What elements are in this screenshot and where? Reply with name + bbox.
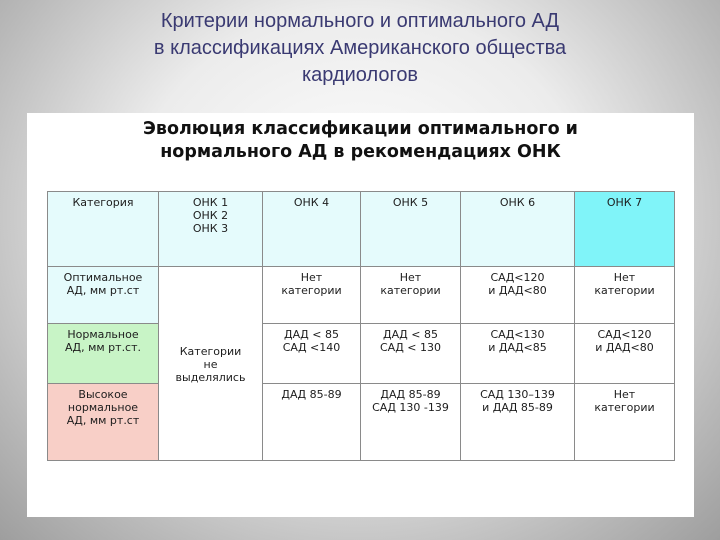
cell-text: Нормальное	[67, 327, 139, 341]
cell-optimal-onk6	[461, 266, 575, 323]
cell-text: категории	[594, 283, 655, 297]
cell-text: ДАД < 85	[284, 327, 339, 341]
header-category-label: Категория	[72, 196, 134, 209]
slide-title-line-3: кардиологов	[301, 64, 419, 86]
header-onk6-label: ОНК 6	[499, 196, 536, 209]
cell-text: Высокое	[78, 387, 128, 401]
header-onk1-label: ОНК 1	[192, 196, 229, 209]
table-row-normal	[48, 323, 675, 383]
cell-text: категории	[281, 283, 342, 297]
cell-text: Нет	[613, 270, 636, 284]
header-onk5-label: ОНК 5	[392, 196, 429, 209]
cell-normal-onk7	[575, 323, 675, 383]
cell-normal-onk4	[263, 323, 361, 383]
cell-text: и ДАД<80	[595, 340, 654, 354]
cell-text: ДАД < 85	[383, 327, 438, 341]
cell-text: САД<120	[597, 327, 652, 341]
table-row-high-normal	[48, 383, 675, 460]
cell-text: АД, мм рт.ст	[66, 283, 140, 297]
cell-text: САД 130–139	[480, 387, 555, 401]
cell-text: Нет	[399, 270, 422, 284]
cell-normal-onk5	[361, 323, 461, 383]
cell-text: САД 130 -139	[372, 400, 449, 414]
panel-heading-line-2: нормального АД в рекомендациях ОНК	[160, 142, 561, 162]
image-panel	[27, 113, 694, 517]
table-header-row	[48, 192, 675, 267]
cell-optimal-category	[48, 266, 159, 323]
cell-optimal-onk5	[361, 266, 461, 323]
cell-text: и ДАД 85-89	[482, 400, 553, 414]
cell-high-normal-category	[48, 383, 159, 460]
header-onk4	[263, 192, 361, 267]
cell-text: АД, мм рт.ст	[66, 413, 140, 427]
cell-text: Нет	[613, 387, 636, 401]
table-row-optimal	[48, 266, 675, 323]
cell-normal-category	[48, 323, 159, 383]
cell-text: категории	[380, 283, 441, 297]
cell-text: выделялись	[175, 370, 246, 384]
cell-merged-onk123	[159, 266, 263, 460]
header-onk4-label: ОНК 4	[293, 196, 330, 209]
cell-high-normal-onk4	[263, 383, 361, 460]
header-onk-1-2-3	[159, 192, 263, 267]
cell-text: категории	[594, 400, 655, 414]
header-category	[48, 192, 159, 267]
cell-high-normal-onk6	[461, 383, 575, 460]
header-onk7-label: ОНК 7	[606, 196, 643, 209]
cell-text: АД, мм рт.ст.	[64, 340, 142, 354]
cell-text: Нет	[300, 270, 323, 284]
header-onk3-label: ОНК 3	[192, 222, 229, 235]
cell-text: и ДАД<85	[488, 340, 547, 354]
slide-title	[40, 8, 680, 89]
classification-table	[47, 191, 675, 461]
slide-title-line-2: в классификациях Американского общества	[153, 37, 567, 59]
cell-text: не	[203, 357, 218, 371]
cell-text: ДАД 85-89	[380, 387, 441, 401]
cell-text: нормальное	[67, 400, 139, 414]
cell-normal-onk6	[461, 323, 575, 383]
cell-high-normal-onk7	[575, 383, 675, 460]
cell-text: Категории	[179, 344, 242, 358]
header-onk7	[575, 192, 675, 267]
header-onk2-label: ОНК 2	[192, 209, 229, 222]
cell-text: САД<130	[490, 327, 545, 341]
cell-text: САД<120	[490, 270, 545, 284]
cell-text: и ДАД<80	[488, 283, 547, 297]
cell-text: ДАД 85-89	[281, 387, 342, 401]
panel-heading	[27, 118, 694, 164]
panel-heading-line-1: Эволюция классификации оптимального и	[143, 119, 578, 139]
header-onk6	[461, 192, 575, 267]
cell-text: САД < 130	[379, 340, 441, 354]
cell-text: САД <140	[282, 340, 341, 354]
cell-optimal-onk7	[575, 266, 675, 323]
cell-high-normal-onk5	[361, 383, 461, 460]
cell-optimal-onk4	[263, 266, 361, 323]
slide-title-line-1: Критерии нормального и оптимального АД	[160, 10, 560, 32]
cell-text: Оптимальное	[63, 270, 143, 284]
header-onk5	[361, 192, 461, 267]
